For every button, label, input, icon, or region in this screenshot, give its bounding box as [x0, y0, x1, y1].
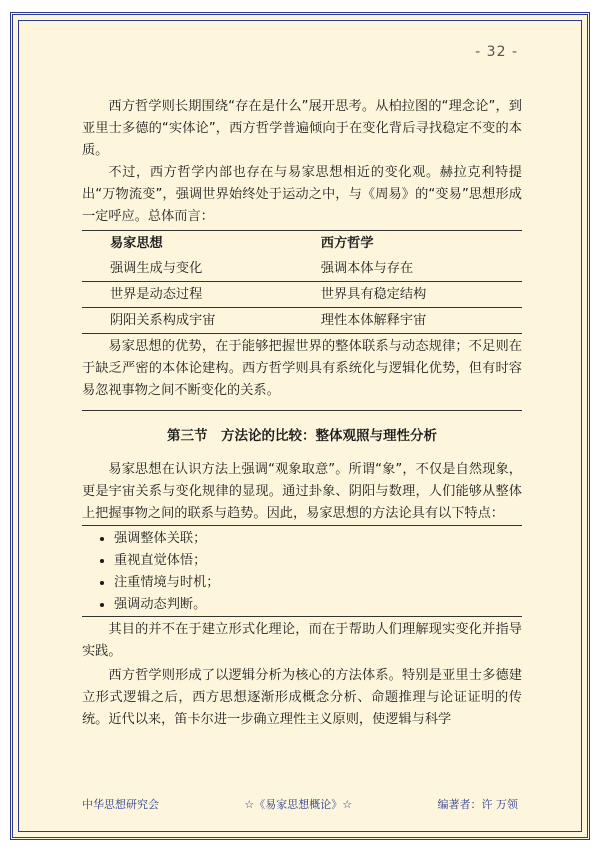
list-item: • 强调整体关联； [114, 528, 522, 550]
footer-right: 编著者：许 万领 [437, 798, 518, 811]
paragraph: 易家思想在认识方法上强调“观象取意”。所谓“象”，不仅是自然现象，更是宇宙关系与变化规律的显现。通过卦象、阴阳与数理，人们能够从整体上把握事物之间的联系与趋势。因此，易家思想的方法论具有以下特点： [82, 462, 522, 521]
table-row [82, 256, 522, 282]
comparison-table [82, 231, 522, 334]
page-number: - 32 - [475, 44, 518, 60]
paragraph: 西方哲学则长期围绕“存在是什么”展开思考。从柏拉图的“理念论”，到亚里士多德的“实体论”，西方哲学普遍倾向于在变化背后寻找稳定不变的本质。 [82, 99, 522, 158]
table-header-row [82, 231, 522, 256]
list-item: • 注重情境与时机； [114, 572, 522, 594]
table-cell: 世界是动态过程 [82, 282, 311, 308]
table-header-cell: 易家思想 [110, 236, 163, 251]
section-heading: 第三节 方法论的比较：整体观照与理性分析 [167, 428, 437, 444]
page-footer [82, 796, 518, 812]
paragraph: 其目的并不在于建立形式化理论，而在于帮助人们理解现实变化并指导实践。 [82, 622, 522, 659]
paragraph: 西方哲学则形成了以逻辑分析为核心的方法体系。特别是亚里士多德建立形式逻辑之后，西方思想逐渐形成概念分析、命题推理与论证证明的传统。近代以来，笛卡尔进一步确立理性主义原则，使逻辑与科学 [82, 668, 522, 727]
table-cell: 阴阳关系构成宇宙 [82, 308, 311, 334]
list-item: • 重视直觉体悟； [114, 550, 522, 572]
section-divider [82, 410, 522, 411]
table-cell: 强调本体与存在 [311, 256, 522, 282]
bullet-list [82, 528, 522, 616]
list-item: • 强调动态判断。 [114, 594, 522, 616]
page-content [82, 96, 522, 731]
table-cell: 世界具有稳定结构 [311, 282, 522, 308]
footer-left: 中华思想研究会 [82, 798, 159, 811]
table-header-cell: 西方哲学 [320, 236, 374, 251]
table-row [82, 308, 522, 334]
table-row [82, 282, 522, 308]
table-cell: 强调生成与变化 [82, 256, 311, 282]
footer-center: ☆《易家思想概论》☆ [244, 798, 353, 811]
paragraph: 易家思想的优势，在于能够把握世界的整体联系与动态规律；不足则在于缺乏严密的本体论建构。西方哲学则具有系统化与逻辑化优势，但有时容易忽视事物之间不断变化的关系。 [82, 339, 522, 398]
table-cell: 理性本体解释宇宙 [311, 308, 522, 334]
list-top-rule [82, 525, 522, 526]
list-bottom-rule [82, 616, 522, 617]
paragraph: 不过，西方哲学内部也存在与易家思想相近的变化观。赫拉克利特提出“万物流变”，强调世界始终处于运动之中，与《周易》的“变易”思想形成一定呼应。总体而言： [82, 165, 522, 224]
